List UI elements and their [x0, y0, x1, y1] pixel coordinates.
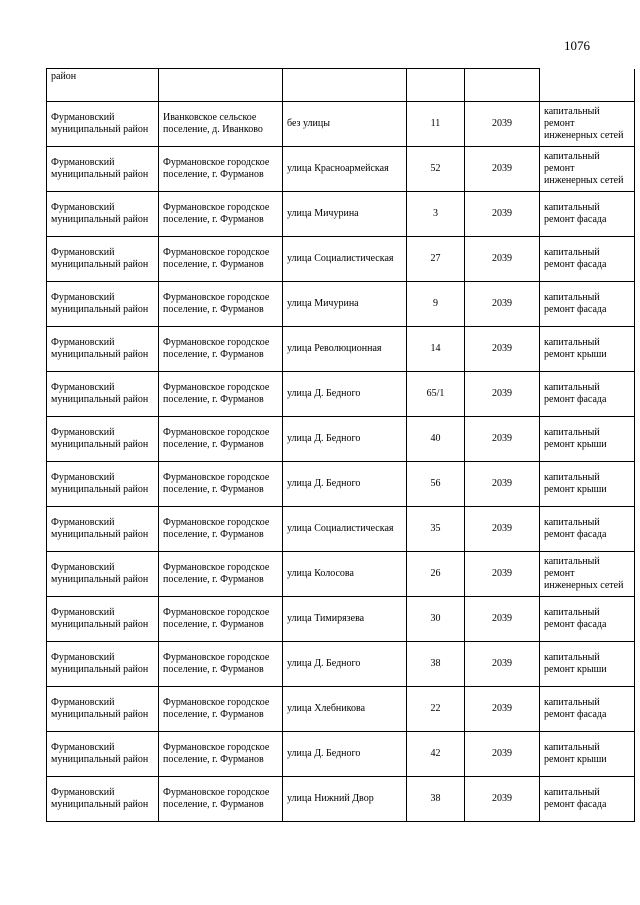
cell-district: Фурмановский муниципальный район: [47, 102, 159, 147]
cell-district: Фурмановский муниципальный район: [47, 417, 159, 462]
cell-district: Фурмановский муниципальный район: [47, 642, 159, 687]
cell-district: Фурмановский муниципальный район: [47, 507, 159, 552]
table-row: [47, 552, 635, 597]
cell-district: Фурмановский муниципальный район: [47, 597, 159, 642]
cell-settlement: Фурмановское городское поселение, г. Фурманов: [159, 507, 283, 552]
table-row: [47, 462, 635, 507]
cell-house: 30: [407, 597, 465, 642]
cell-settlement: Фурмановское городское поселение, г. Фурманов: [159, 327, 283, 372]
cell-settlement: Фурмановское городское поселение, г. Фурманов: [159, 552, 283, 597]
cell-house: 11: [407, 102, 465, 147]
cell-year: 2039: [465, 282, 540, 327]
cell-district: Фурмановский муниципальный район: [47, 192, 159, 237]
cell-work: капитальный ремонт крыши: [540, 462, 635, 507]
cell-year: 2039: [465, 192, 540, 237]
cell-settlement: Фурмановское городское поселение, г. Фурманов: [159, 687, 283, 732]
cell-work: капитальный ремонт инженерных сетей: [540, 552, 635, 597]
cell-work: капитальный ремонт фасада: [540, 687, 635, 732]
cell-settlement: Фурмановское городское поселение, г. Фурманов: [159, 282, 283, 327]
table-row: [47, 372, 635, 417]
cell-settlement: [159, 69, 283, 102]
cell-work: капитальный ремонт фасада: [540, 192, 635, 237]
cell-district: Фурмановский муниципальный район: [47, 732, 159, 777]
table-row: [47, 417, 635, 462]
cell-settlement: Фурмановское городское поселение, г. Фурманов: [159, 462, 283, 507]
cell-year: 2039: [465, 777, 540, 822]
cell-year: 2039: [465, 687, 540, 732]
cell-work: капитальный ремонт фасада: [540, 282, 635, 327]
cell-district: Фурмановский муниципальный район: [47, 687, 159, 732]
cell-house: 56: [407, 462, 465, 507]
cell-year: 2039: [465, 327, 540, 372]
cell-house: [407, 69, 465, 102]
cell-work: капитальный ремонт фасада: [540, 597, 635, 642]
cell-district: Фурмановский муниципальный район: [47, 237, 159, 282]
table-row: [47, 732, 635, 777]
cell-district: Фурмановский муниципальный район: [47, 327, 159, 372]
cell-year: 2039: [465, 237, 540, 282]
cell-house: 3: [407, 192, 465, 237]
cell-street: улица Колосова: [283, 552, 407, 597]
cell-district: Фурмановский муниципальный район: [47, 777, 159, 822]
cell-house: 42: [407, 732, 465, 777]
cell-year: 2039: [465, 417, 540, 462]
cell-house: 14: [407, 327, 465, 372]
cell-street: улица Хлебникова: [283, 687, 407, 732]
cell-settlement: Фурмановское городское поселение, г. Фурманов: [159, 642, 283, 687]
registry-table: [46, 68, 635, 822]
cell-year: 2039: [465, 507, 540, 552]
cell-house: 38: [407, 642, 465, 687]
cell-work: капитальный ремонт крыши: [540, 417, 635, 462]
cell-work: капитальный ремонт крыши: [540, 327, 635, 372]
cell-district: Фурмановский муниципальный район: [47, 282, 159, 327]
cell-settlement: Фурмановское городское поселение, г. Фурманов: [159, 372, 283, 417]
cell-street: улица Революционная: [283, 327, 407, 372]
cell-settlement: Фурмановское городское поселение, г. Фурманов: [159, 192, 283, 237]
cell-street: улица Д. Бедного: [283, 417, 407, 462]
cell-district: Фурмановский муниципальный район: [47, 552, 159, 597]
cell-street: улица Красноармейская: [283, 147, 407, 192]
table-row: [47, 687, 635, 732]
cell-settlement: Фурмановское городское поселение, г. Фурманов: [159, 237, 283, 282]
cell-house: 27: [407, 237, 465, 282]
cell-street: улица Д. Бедного: [283, 642, 407, 687]
table-row: [47, 237, 635, 282]
registry-table-body: [47, 69, 635, 822]
cell-street: [283, 69, 407, 102]
cell-settlement: Фурмановское городское поселение, г. Фурманов: [159, 147, 283, 192]
cell-settlement: Фурмановское городское поселение, г. Фурманов: [159, 777, 283, 822]
cell-house: 40: [407, 417, 465, 462]
cell-house: 35: [407, 507, 465, 552]
cell-street: без улицы: [283, 102, 407, 147]
cell-settlement: Фурмановское городское поселение, г. Фурманов: [159, 417, 283, 462]
cell-work: капитальный ремонт крыши: [540, 642, 635, 687]
table-row: [47, 147, 635, 192]
cell-work: капитальный ремонт фасада: [540, 777, 635, 822]
cell-work: капитальный ремонт инженерных сетей: [540, 147, 635, 192]
cell-street: улица Мичурина: [283, 192, 407, 237]
cell-work: капитальный ремонт фасада: [540, 507, 635, 552]
cell-year: 2039: [465, 642, 540, 687]
cell-settlement: Фурмановское городское поселение, г. Фурманов: [159, 732, 283, 777]
cell-street: улица Тимирязева: [283, 597, 407, 642]
cell-district: Фурмановский муниципальный район: [47, 147, 159, 192]
cell-work: капитальный ремонт фасада: [540, 237, 635, 282]
cell-year: [465, 69, 540, 102]
table-row: [47, 327, 635, 372]
cell-street: улица Социалистическая: [283, 507, 407, 552]
cell-district: район: [47, 69, 159, 102]
cell-year: 2039: [465, 597, 540, 642]
cell-year: 2039: [465, 102, 540, 147]
cell-street: улица Д. Бедного: [283, 372, 407, 417]
cell-year: 2039: [465, 552, 540, 597]
cell-street: улица Д. Бедного: [283, 462, 407, 507]
cell-settlement: Фурмановское городское поселение, г. Фурманов: [159, 597, 283, 642]
cell-work: капитальный ремонт крыши: [540, 732, 635, 777]
cell-house: 65/1: [407, 372, 465, 417]
cell-street: улица Нижний Двор: [283, 777, 407, 822]
table-row: [47, 282, 635, 327]
cell-street: улица Мичурина: [283, 282, 407, 327]
table-row: [47, 507, 635, 552]
table-row: [47, 777, 635, 822]
cell-work: капитальный ремонт фасада: [540, 372, 635, 417]
table-row: [47, 102, 635, 147]
cell-street: улица Д. Бедного: [283, 732, 407, 777]
cell-year: 2039: [465, 462, 540, 507]
table-row: [47, 597, 635, 642]
cell-work: [540, 69, 635, 102]
cell-year: 2039: [465, 732, 540, 777]
cell-street: улица Социалистическая: [283, 237, 407, 282]
cell-district: Фурмановский муниципальный район: [47, 462, 159, 507]
table-row-continued: [47, 69, 635, 102]
table-row: [47, 642, 635, 687]
cell-house: 9: [407, 282, 465, 327]
cell-house: 52: [407, 147, 465, 192]
cell-year: 2039: [465, 372, 540, 417]
table-row: [47, 192, 635, 237]
cell-house: 26: [407, 552, 465, 597]
cell-district: Фурмановский муниципальный район: [47, 372, 159, 417]
cell-work: капитальный ремонт инженерных сетей: [540, 102, 635, 147]
cell-house: 38: [407, 777, 465, 822]
cell-settlement: Иванковское сельское поселение, д. Иванково: [159, 102, 283, 147]
cell-house: 22: [407, 687, 465, 732]
page-number: 1076: [564, 38, 590, 53]
cell-year: 2039: [465, 147, 540, 192]
